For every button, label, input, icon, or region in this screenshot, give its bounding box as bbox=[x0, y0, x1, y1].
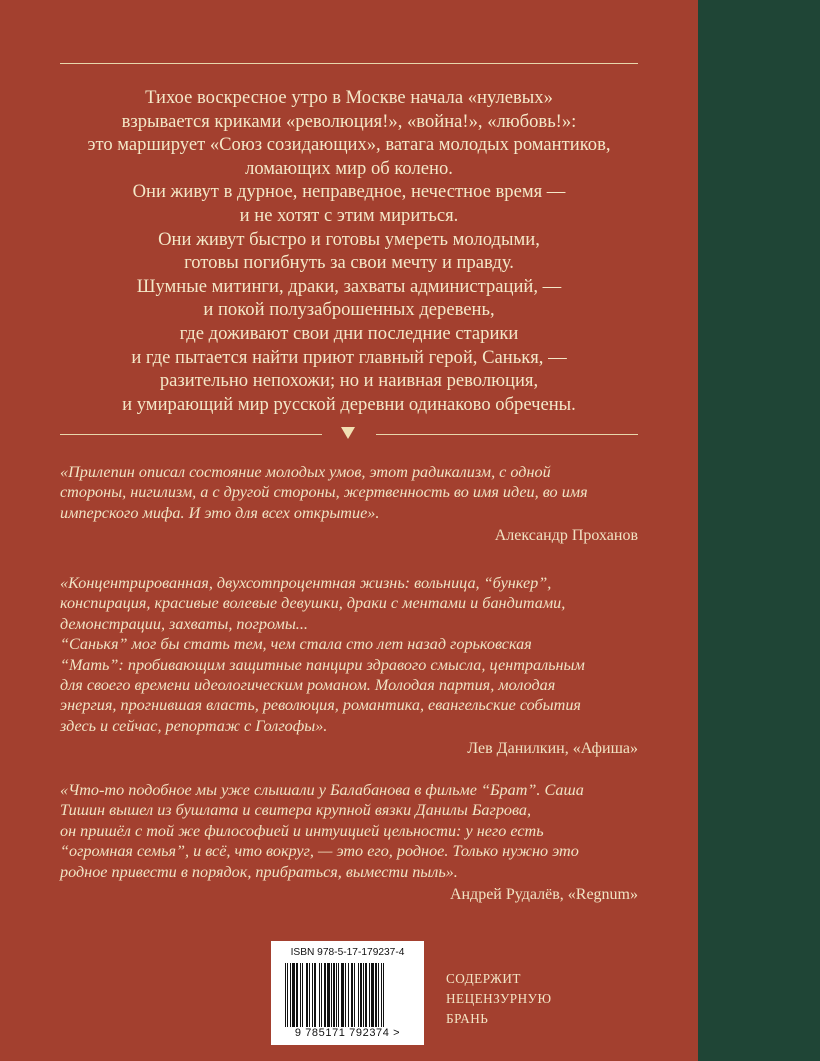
barcode-bar bbox=[302, 963, 303, 1027]
barcode-bar bbox=[296, 963, 298, 1027]
barcode-bar bbox=[351, 963, 353, 1027]
middle-divider-right bbox=[376, 434, 638, 435]
barcode-bar bbox=[300, 963, 301, 1027]
warning-line: НЕЦЕНЗУРНУЮ bbox=[446, 991, 552, 1006]
quote-line: родное привести в порядок, прибраться, вымести пыль». bbox=[60, 862, 458, 881]
quote-line: Тишин вышел из бушлата и свитера крупной вязки Данилы Багрова, bbox=[60, 801, 532, 820]
review-quote-prokhanov bbox=[60, 462, 638, 547]
quote-line: стороны, нигилизм, а с другой стороны, жертвенность во имя идеи, во имя bbox=[60, 483, 588, 502]
blurb-line: и где пытается найти приют главный герой, Санькя, — bbox=[131, 346, 567, 368]
barcode-bar bbox=[285, 963, 286, 1027]
blurb-text bbox=[60, 86, 638, 416]
blurb-line: и покой полузаброшенных деревень, bbox=[203, 299, 495, 321]
quote-line: “Мать”: пробивающим защитные панцири здравого смысла, центральным bbox=[60, 655, 585, 674]
isbn-label: ISBN 978-5-17-179237-4 bbox=[290, 947, 405, 958]
quote-line: «Прилепин описал состояние молодых умов, этот радикализм, с одной bbox=[60, 463, 551, 481]
blurb-line: и не хотят с этим мириться. bbox=[239, 204, 459, 226]
blurb-line: Они живут в дурное, неправедное, нечестное время — bbox=[132, 181, 566, 203]
barcode-bar bbox=[314, 963, 316, 1027]
isbn-barcode bbox=[271, 941, 424, 1045]
top-divider bbox=[60, 63, 638, 64]
barcode-bar bbox=[341, 963, 344, 1027]
barcode-bar bbox=[369, 963, 370, 1027]
quote-author: Александр Проханов bbox=[494, 527, 638, 545]
quote-line: энергия, прогнившая власть, революция, романтика, евангельские события bbox=[60, 696, 581, 715]
barcode-bar bbox=[333, 963, 335, 1027]
barcode-bar bbox=[292, 963, 295, 1027]
quote-line: “огромная семья”, и всё, что вокруг, — это его, родное. Только нужно это bbox=[60, 842, 579, 861]
middle-divider-left bbox=[60, 434, 322, 435]
barcode-bar bbox=[327, 963, 330, 1027]
profanity-warning bbox=[446, 969, 606, 1029]
barcode-bar bbox=[287, 963, 288, 1027]
quote-line: «Что-то подобное мы уже слышали у Балабанова в фильме “Брат”. Саша bbox=[60, 781, 584, 799]
quote-line: он пришёл с той же философией и интуицией цельности: у него есть bbox=[60, 821, 544, 840]
barcode-bar bbox=[319, 963, 320, 1027]
blurb-line: Они живут быстро и готовы умереть молодыми, bbox=[158, 228, 540, 250]
quote-line: конспирация, красивые волевые девушки, драки с ментами и бандитами, bbox=[60, 594, 566, 613]
barcode-bar bbox=[375, 963, 377, 1027]
blurb-line: Шумные митинги, драки, захваты администраций, — bbox=[136, 275, 562, 297]
barcode-bar bbox=[331, 963, 332, 1027]
blurb-line: ломающих мир об колено. bbox=[245, 157, 453, 179]
ean-digits: 9 785171 792374 > bbox=[294, 1027, 401, 1039]
blurb-line: готовы погибнуть за свои мечту и правду. bbox=[184, 252, 514, 274]
quote-author: Андрей Рудалёв, «Regnum» bbox=[449, 886, 638, 904]
quote-author: Лев Данилкин, «Афиша» bbox=[467, 740, 638, 758]
barcode-bar bbox=[321, 963, 322, 1027]
barcode-bar bbox=[324, 963, 326, 1027]
barcode-bar bbox=[348, 963, 349, 1027]
quote-line: имперского мифа. И это для всех открытие». bbox=[60, 503, 380, 522]
barcode-bar bbox=[363, 963, 364, 1027]
barcode-bar bbox=[378, 963, 379, 1027]
barcode-bar bbox=[383, 963, 384, 1027]
barcode-bar bbox=[309, 963, 310, 1027]
blurb-line: разительно непохожи; но и наивная революция, bbox=[159, 370, 539, 392]
barcode-bar bbox=[381, 963, 382, 1027]
blurb-line: где доживают свои дни последние старики bbox=[179, 322, 519, 344]
blurb-line: и умирающий мир русской деревни одинаково обречены. bbox=[122, 393, 576, 415]
barcode-bar bbox=[358, 963, 359, 1027]
quote-line: «Концентрированная, двухсотпроцентная жизнь: вольница, “бункер”, bbox=[60, 574, 552, 592]
barcode-bar bbox=[365, 963, 367, 1027]
blurb-line: Тихое воскресное утро в Москве начала «нулевых» bbox=[145, 87, 553, 108]
barcode-bar bbox=[336, 963, 337, 1027]
barcode-bar bbox=[290, 963, 291, 1027]
quote-line: демонстрации, захваты, погромы... bbox=[60, 614, 308, 633]
spine-panel bbox=[698, 0, 820, 1061]
quote-line: для своего времени идеологическим романом. Молодая партия, молодая bbox=[60, 676, 556, 695]
review-quote-danilkin bbox=[60, 573, 638, 760]
barcode-bar bbox=[306, 963, 308, 1027]
warning-line: СОДЕРЖИТ bbox=[446, 971, 521, 986]
review-quote-rudalev bbox=[60, 780, 638, 905]
barcode-bars bbox=[285, 963, 415, 1027]
warning-line: БРАНЬ bbox=[446, 1011, 489, 1026]
triangle-down-icon bbox=[341, 427, 355, 439]
quote-line: “Санькя” мог бы стать тем, чем стала сто лет назад горьковская bbox=[60, 635, 532, 654]
barcode-bar bbox=[360, 963, 362, 1027]
barcode-bar bbox=[354, 963, 355, 1027]
barcode-bar bbox=[371, 963, 374, 1027]
blurb-line: взрывается криками «революция!», «война!», «любовь!»: bbox=[121, 110, 577, 132]
barcode-bar bbox=[338, 963, 339, 1027]
quote-line: здесь и сейчас, репортаж с Голгофы». bbox=[60, 716, 328, 735]
barcode-bar bbox=[312, 963, 313, 1027]
blurb-line: это марширует «Союз созидающих», ватага молодых романтиков, bbox=[87, 134, 611, 156]
barcode-bar bbox=[345, 963, 346, 1027]
